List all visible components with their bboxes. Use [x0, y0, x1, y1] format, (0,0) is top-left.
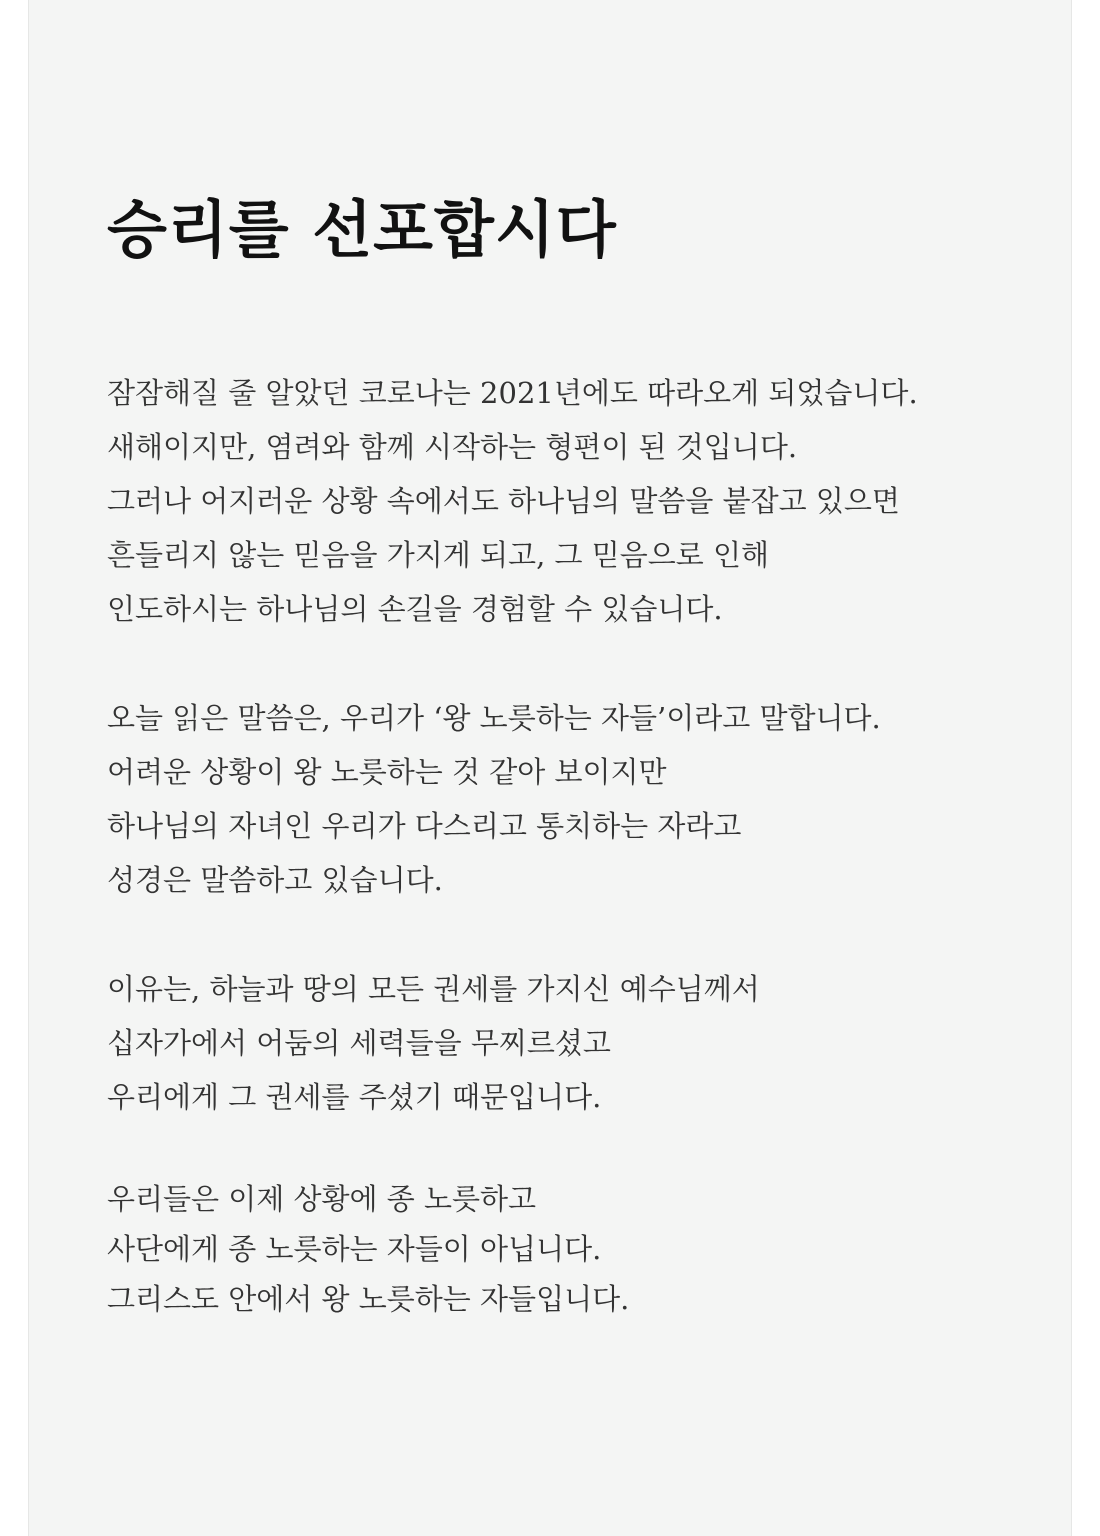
paragraph-line: 우리에게 그 권세를 주셨기 때문입니다.: [107, 1080, 602, 1114]
paragraph-2: [107, 691, 1037, 907]
paragraph-line: 잠잠해질 줄 알았던 코로나는 2021년에도 따라오게 되었습니다.: [107, 376, 918, 410]
paragraph-4: [107, 1174, 1037, 1324]
paragraph-line: 흔들리지 않는 믿음을 가지게 되고, 그 믿음으로 인해: [107, 538, 770, 572]
paragraph-line: 어려운 상황이 왕 노릇하는 것 같아 보이지만: [107, 755, 667, 789]
paragraph-line: 우리들은 이제 상황에 종 노릇하고: [107, 1182, 537, 1216]
document-title: 승리를 선포합시다: [107, 193, 617, 266]
paragraph-line: 새해이지만, 염려와 함께 시작하는 형편이 된 것입니다.: [107, 430, 798, 464]
paragraph-1: [107, 366, 1037, 636]
paragraph-line: 인도하시는 하나님의 손길을 경험할 수 있습니다.: [107, 592, 723, 626]
paragraph-3: [107, 962, 1037, 1124]
paragraph-line: 오늘 읽은 말씀은, 우리가 ‘왕 노릇하는 자들’이라고 말합니다.: [107, 701, 881, 735]
paragraph-line: 그리스도 안에서 왕 노릇하는 자들입니다.: [107, 1282, 630, 1316]
paragraph-line: 성경은 말씀하고 있습니다.: [107, 863, 443, 897]
paragraph-line: 하나님의 자녀인 우리가 다스리고 통치하는 자라고: [107, 809, 742, 843]
paragraph-line: 이유는, 하늘과 땅의 모든 권세를 가지신 예수님께서: [107, 972, 760, 1006]
paragraph-line: 십자가에서 어둠의 세력들을 무찌르셨고: [107, 1026, 611, 1060]
document-page: [28, 0, 1072, 1536]
paragraph-line: 그러나 어지러운 상황 속에서도 하나님의 말씀을 붙잡고 있으면: [107, 484, 900, 518]
paragraph-line: 사단에게 종 노릇하는 자들이 아닙니다.: [107, 1232, 602, 1266]
